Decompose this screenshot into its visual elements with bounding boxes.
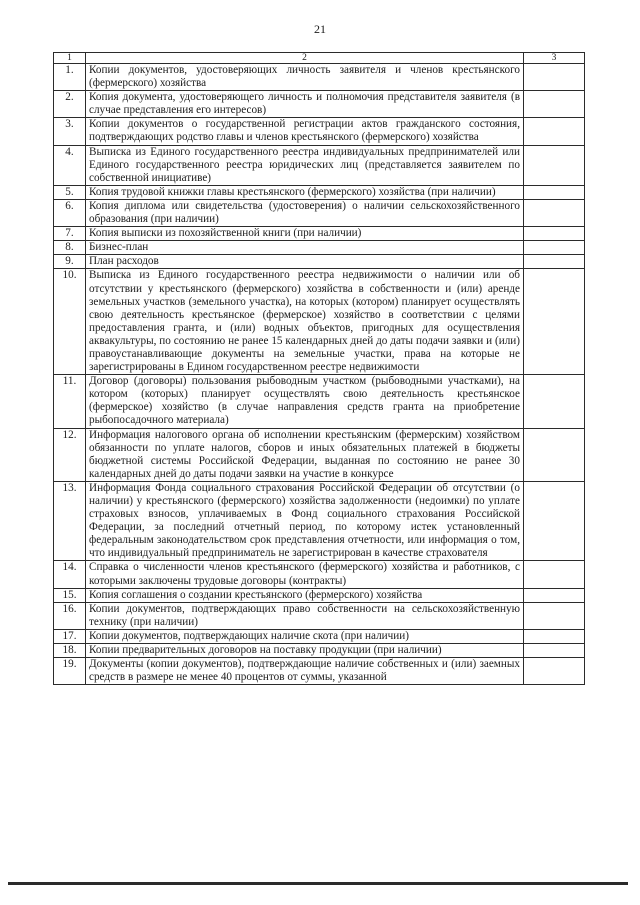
row-note-cell bbox=[524, 561, 585, 588]
table-row bbox=[54, 227, 585, 241]
documents-table bbox=[53, 52, 585, 685]
row-note-cell bbox=[524, 481, 585, 561]
row-note-cell bbox=[524, 241, 585, 255]
table-row bbox=[54, 658, 585, 685]
row-note-cell bbox=[524, 91, 585, 118]
table-row bbox=[54, 375, 585, 428]
table-row bbox=[54, 269, 585, 375]
row-note-cell bbox=[524, 227, 585, 241]
table-row bbox=[54, 588, 585, 602]
row-document-text: Копия трудовой книжки главы крестьянского (фермерского) хозяйства (при наличии) bbox=[86, 185, 524, 199]
page-number: 21 bbox=[314, 22, 326, 36]
row-document-text: Справка о численности членов крестьянского (фермерского) хозяйства и работников, с которыми заключены трудовые договоры (контракты) bbox=[86, 561, 524, 588]
header-col-document: 2 bbox=[86, 53, 524, 64]
row-number: 12. bbox=[54, 428, 86, 481]
table-row bbox=[54, 145, 585, 185]
table-row bbox=[54, 64, 585, 91]
row-number: 19. bbox=[54, 658, 86, 685]
table-row bbox=[54, 199, 585, 226]
row-document-text: Документы (копии документов), подтверждающие наличие собственных и (или) заемных средств в размере не менее 40 процентов от суммы, указанной bbox=[86, 658, 524, 685]
row-number: 10. bbox=[54, 269, 86, 375]
table-row bbox=[54, 91, 585, 118]
row-number: 6. bbox=[54, 199, 86, 226]
table-header-row bbox=[54, 53, 585, 64]
row-note-cell bbox=[524, 629, 585, 643]
row-document-text: Договор (договоры) пользования рыбоводным участком (рыбоводными участками), на котором (которых) планирует осуществлять свою деятельность крестьянское (фермерское) хозяйство (в случае направления средств гранта на приобретение рыбопосадочного материала) bbox=[86, 375, 524, 428]
row-document-text: Копии документов, подтверждающих право собственности на сельскохозяйственную технику (при наличии) bbox=[86, 602, 524, 629]
row-number: 8. bbox=[54, 241, 86, 255]
table-row bbox=[54, 644, 585, 658]
header-col-number: 1 bbox=[54, 53, 86, 64]
row-document-text: Копии документов, удостоверяющих личность заявителя и членов крестьянского (фермерского) хозяйства bbox=[86, 64, 524, 91]
row-number: 4. bbox=[54, 145, 86, 185]
row-document-text: Копии документов, подтверждающих наличие скота (при наличии) bbox=[86, 629, 524, 643]
table-row bbox=[54, 602, 585, 629]
row-document-text: Копии предварительных договоров на поставку продукции (при наличии) bbox=[86, 644, 524, 658]
row-note-cell bbox=[524, 199, 585, 226]
row-document-text: Копия диплома или свидетельства (удостоверения) о наличии сельскохозяйственного образования (при наличии) bbox=[86, 199, 524, 226]
table-row bbox=[54, 629, 585, 643]
row-document-text: Копия соглашения о создании крестьянского (фермерского) хозяйства bbox=[86, 588, 524, 602]
table-row bbox=[54, 118, 585, 145]
row-number: 14. bbox=[54, 561, 86, 588]
row-document-text: Бизнес-план bbox=[86, 241, 524, 255]
row-note-cell bbox=[524, 185, 585, 199]
row-note-cell bbox=[524, 64, 585, 91]
row-document-text: Выписка из Единого государственного реестра индивидуальных предпринимателей или Единого государственного реестра юридических лиц (представляется заявителем по собственной инициативе) bbox=[86, 145, 524, 185]
row-note-cell bbox=[524, 145, 585, 185]
row-document-text: Копия выписки из похозяйственной книги (при наличии) bbox=[86, 227, 524, 241]
row-document-text: План расходов bbox=[86, 255, 524, 269]
row-note-cell bbox=[524, 255, 585, 269]
table-row bbox=[54, 241, 585, 255]
row-document-text: Информация Фонда социального страхования Российской Федерации об отсутствии (о наличии) у крестьянского (фермерского) хозяйства задолженности (недоимки) по уплате страховых взносов, уплачиваемых в Фонд социального страхования Российской Федерации, за последний отчетный период, по которому истек установленный федеральным законодательством срок представления отчетности, или информация о том, что индивидуальный предприниматель не зарегистрирован в качестве страхователя bbox=[86, 481, 524, 561]
row-number: 15. bbox=[54, 588, 86, 602]
row-note-cell bbox=[524, 428, 585, 481]
row-number: 18. bbox=[54, 644, 86, 658]
table-row bbox=[54, 428, 585, 481]
row-document-text: Выписка из Единого государственного реестра недвижимости о наличии или об отсутствии у крестьянского (фермерского) хозяйства в собственности и (или) аренде земельных участков (земельного участка), на которых (котором) планирует осуществлять свою деятельность крестьянское (фермерское) хозяйство в соответствии с целями предоставления гранта, и (или) водных объектов, пригодных для осуществления аквакультуры, по состоянию не ранее 15 календарных дней до даты подачи заявки и (или) правоустанавливающие документы на земельные участки, права на которые не зарегистрированы в Едином государственном реестре недвижимости bbox=[86, 269, 524, 375]
row-note-cell bbox=[524, 269, 585, 375]
row-document-text: Копия документа, удостоверяющего личность и полномочия представителя заявителя (в случае представления его интересов) bbox=[86, 91, 524, 118]
row-note-cell bbox=[524, 588, 585, 602]
row-number: 13. bbox=[54, 481, 86, 561]
row-note-cell bbox=[524, 118, 585, 145]
row-number: 11. bbox=[54, 375, 86, 428]
header-col-note: 3 bbox=[524, 53, 585, 64]
row-number: 2. bbox=[54, 91, 86, 118]
row-note-cell bbox=[524, 658, 585, 685]
row-note-cell bbox=[524, 644, 585, 658]
table-row bbox=[54, 185, 585, 199]
row-number: 17. bbox=[54, 629, 86, 643]
row-number: 3. bbox=[54, 118, 86, 145]
table-row bbox=[54, 255, 585, 269]
page-bottom-rule bbox=[8, 882, 628, 885]
row-note-cell bbox=[524, 602, 585, 629]
row-number: 1. bbox=[54, 64, 86, 91]
table-row bbox=[54, 561, 585, 588]
row-note-cell bbox=[524, 375, 585, 428]
row-document-text: Информация налогового органа об исполнении крестьянским (фермерским) хозяйством обязанности по уплате налогов, сборов и иных обязательных платежей в бюджеты бюджетной системы Российской Федерации, выданная по состоянию не ранее 30 календарных дней до даты подачи заявки на участие в конкурсе bbox=[86, 428, 524, 481]
table-row bbox=[54, 481, 585, 561]
row-document-text: Копии документов о государственной регистрации актов гражданского состояния, подтверждающих родство главы и членов крестьянского (фермерского) хозяйства bbox=[86, 118, 524, 145]
row-number: 9. bbox=[54, 255, 86, 269]
row-number: 16. bbox=[54, 602, 86, 629]
row-number: 7. bbox=[54, 227, 86, 241]
row-number: 5. bbox=[54, 185, 86, 199]
